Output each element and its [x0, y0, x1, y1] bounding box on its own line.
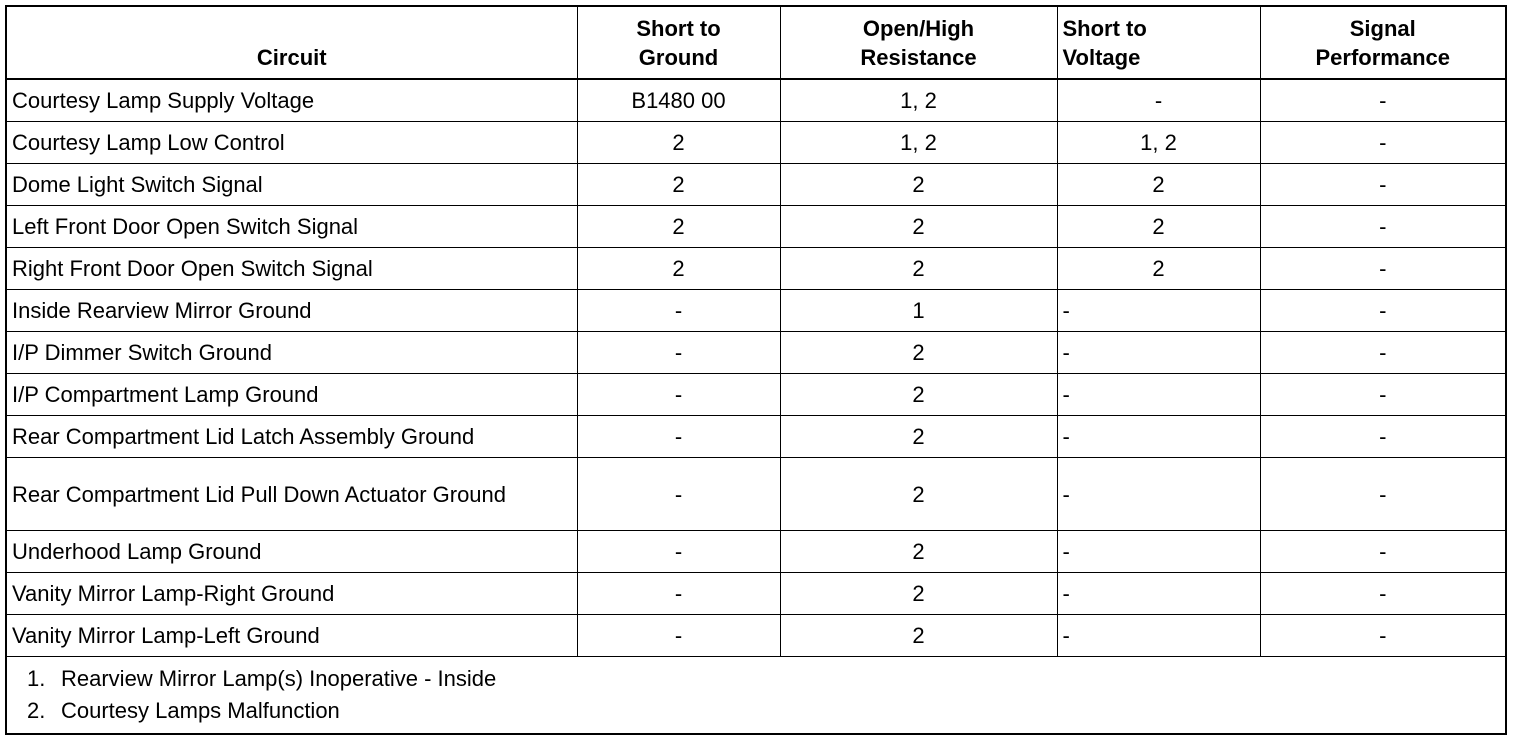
open-high-resistance-cell: 2 — [780, 531, 1057, 573]
header-short-to-voltage: Short to Voltage — [1057, 7, 1260, 79]
circuit-name-cell: Inside Rearview Mirror Ground — [7, 290, 577, 332]
short-to-ground-cell: - — [577, 374, 780, 416]
table-row — [7, 531, 1505, 573]
short-to-voltage-cell: 1, 2 — [1057, 122, 1260, 164]
footnote-text: Courtesy Lamps Malfunction — [61, 698, 340, 723]
signal-performance-cell: - — [1260, 573, 1505, 615]
signal-performance-cell: - — [1260, 248, 1505, 290]
circuit-name-cell: Courtesy Lamp Supply Voltage — [7, 79, 577, 122]
table-row — [7, 122, 1505, 164]
circuit-name-cell: Underhood Lamp Ground — [7, 531, 577, 573]
short-to-ground-cell: 2 — [577, 122, 780, 164]
open-high-resistance-cell: 2 — [780, 374, 1057, 416]
short-to-ground-cell: - — [577, 458, 780, 531]
table-row — [7, 290, 1505, 332]
short-to-ground-cell: B1480 00 — [577, 79, 780, 122]
footnote-number: 2. — [27, 698, 46, 723]
signal-performance-cell: - — [1260, 164, 1505, 206]
short-to-voltage-cell: - — [1057, 458, 1260, 531]
short-to-ground-cell: - — [577, 290, 780, 332]
table-row — [7, 332, 1505, 374]
short-to-ground-cell: 2 — [577, 164, 780, 206]
footnote-2 — [27, 695, 1505, 727]
circuit-name-cell: Vanity Mirror Lamp-Right Ground — [7, 573, 577, 615]
header-open-high-resistance: Open/High Resistance — [780, 7, 1057, 79]
open-high-resistance-cell: 1 — [780, 290, 1057, 332]
short-to-ground-cell: 2 — [577, 248, 780, 290]
short-to-voltage-cell: - — [1057, 531, 1260, 573]
open-high-resistance-cell: 2 — [780, 458, 1057, 531]
table-row — [7, 248, 1505, 290]
signal-performance-cell: - — [1260, 122, 1505, 164]
short-to-voltage-cell: - — [1057, 332, 1260, 374]
open-high-resistance-cell: 1, 2 — [780, 79, 1057, 122]
signal-performance-cell: - — [1260, 79, 1505, 122]
open-high-resistance-cell: 2 — [780, 573, 1057, 615]
table-row — [7, 79, 1505, 122]
footnote-number: 1. — [27, 666, 46, 691]
short-to-voltage-cell: - — [1057, 374, 1260, 416]
open-high-resistance-cell: 2 — [780, 248, 1057, 290]
signal-performance-cell: - — [1260, 531, 1505, 573]
open-high-resistance-cell: 2 — [780, 164, 1057, 206]
circuit-name-cell: Rear Compartment Lid Pull Down Actuator Ground — [7, 458, 577, 531]
signal-performance-cell: - — [1260, 206, 1505, 248]
header-short-to-ground: Short to Ground — [577, 7, 780, 79]
circuit-name-cell: Dome Light Switch Signal — [7, 164, 577, 206]
table-row — [7, 164, 1505, 206]
table-row — [7, 573, 1505, 615]
table-row — [7, 458, 1505, 531]
footnote-text: Rearview Mirror Lamp(s) Inoperative - Inside — [61, 666, 497, 691]
circuit-name-cell: Courtesy Lamp Low Control — [7, 122, 577, 164]
signal-performance-cell: - — [1260, 374, 1505, 416]
footnotes — [7, 657, 1505, 727]
circuit-name-cell: Vanity Mirror Lamp-Left Ground — [7, 615, 577, 657]
short-to-voltage-cell: - — [1057, 79, 1260, 122]
table-row — [7, 615, 1505, 657]
short-to-voltage-cell: - — [1057, 573, 1260, 615]
circuit-name-cell: Right Front Door Open Switch Signal — [7, 248, 577, 290]
diagnostic-table-frame — [5, 5, 1507, 735]
open-high-resistance-cell: 2 — [780, 206, 1057, 248]
table-row — [7, 206, 1505, 248]
signal-performance-cell: - — [1260, 615, 1505, 657]
circuit-fault-table — [7, 7, 1505, 657]
table-row — [7, 416, 1505, 458]
short-to-ground-cell: - — [577, 332, 780, 374]
circuit-name-cell: I/P Dimmer Switch Ground — [7, 332, 577, 374]
short-to-voltage-cell: 2 — [1057, 164, 1260, 206]
short-to-ground-cell: 2 — [577, 206, 780, 248]
open-high-resistance-cell: 2 — [780, 416, 1057, 458]
open-high-resistance-cell: 2 — [780, 332, 1057, 374]
circuit-name-cell: Rear Compartment Lid Latch Assembly Ground — [7, 416, 577, 458]
circuit-name-cell: Left Front Door Open Switch Signal — [7, 206, 577, 248]
signal-performance-cell: - — [1260, 416, 1505, 458]
short-to-voltage-cell: 2 — [1057, 248, 1260, 290]
header-circuit: Circuit — [7, 7, 577, 79]
short-to-ground-cell: - — [577, 416, 780, 458]
footnote-1 — [27, 663, 1505, 695]
short-to-voltage-cell: - — [1057, 290, 1260, 332]
short-to-ground-cell: - — [577, 531, 780, 573]
header-row — [7, 7, 1505, 79]
signal-performance-cell: - — [1260, 290, 1505, 332]
short-to-voltage-cell: - — [1057, 615, 1260, 657]
open-high-resistance-cell: 2 — [780, 615, 1057, 657]
short-to-voltage-cell: 2 — [1057, 206, 1260, 248]
table-row — [7, 374, 1505, 416]
circuit-name-cell: I/P Compartment Lamp Ground — [7, 374, 577, 416]
header-signal-performance: Signal Performance — [1260, 7, 1505, 79]
short-to-ground-cell: - — [577, 573, 780, 615]
short-to-ground-cell: - — [577, 615, 780, 657]
short-to-voltage-cell: - — [1057, 416, 1260, 458]
signal-performance-cell: - — [1260, 458, 1505, 531]
open-high-resistance-cell: 1, 2 — [780, 122, 1057, 164]
signal-performance-cell: - — [1260, 332, 1505, 374]
